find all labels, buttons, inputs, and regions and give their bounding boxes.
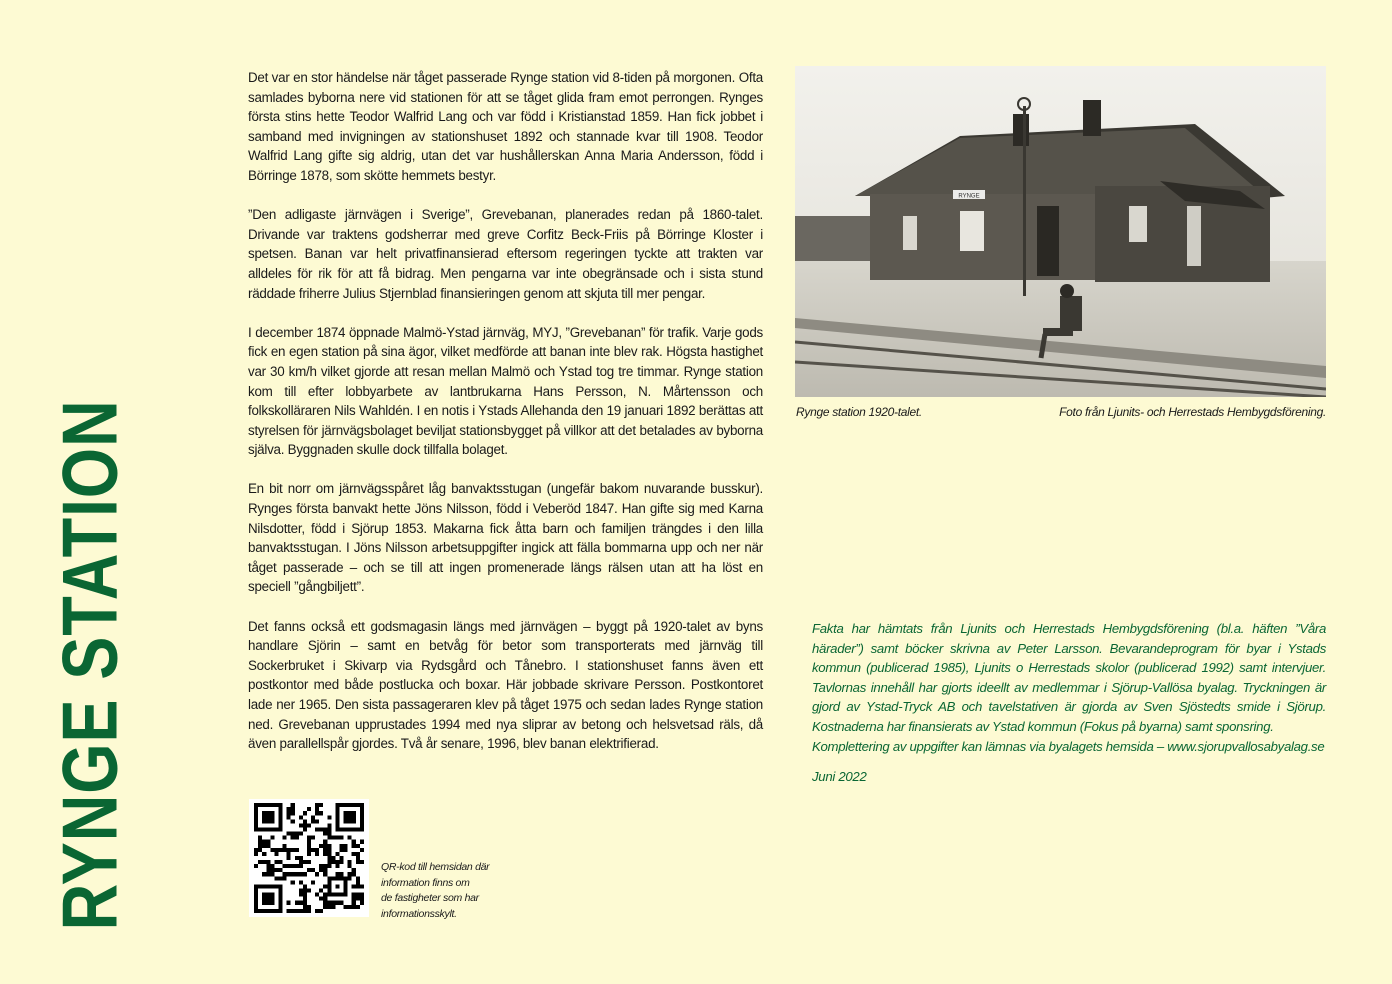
qr-caption-line: QR-kod till hemsidan där <box>381 861 490 873</box>
article-body <box>248 68 763 773</box>
page-title: RYNGE STATION <box>45 399 134 931</box>
station-sign: RYNGE <box>958 193 980 200</box>
qr-caption-line: informationsskylt. <box>381 907 457 920</box>
paragraph: Det fanns också ett godsmagasin längs med järnvägen – byggt på 1920-talet av byns handlare Sjörin – samt en betvåg för betor som transporterats med järnväg till Sockerbruket i Skivarp via Rydsgård och Tånebro. I stationshuset fanns även ett postkontor med både postlucka och boxar. Här jobbade skrivare Persson. Postkontoret lade ner 1965. Den sista passageraren klev på tåget 1975 och sedan lades Rynge station ned. Grevebanan upprustades 1994 med nya sliprar av betong och helsvetsad räls, då även parallellspår gjordes. Två år senare, 1996, blev banan elektrifierad. <box>248 618 763 752</box>
qr-caption-line: de fastigheter som har <box>381 892 479 904</box>
qr-caption <box>381 860 511 922</box>
sources-note <box>812 619 1326 787</box>
publication-date: Juni 2022 <box>812 769 867 785</box>
photo-credit: Foto från Ljunits- och Herrestads Hembygdsförening. <box>1059 405 1326 419</box>
paragraph: ”Den adligaste järnvägen i Sverige”, Grevebanan, planerades redan på 1860-talet. Drivande var traktens godsherrar med greve Corfitz Beck-Friis på Börringe Kloster i spetsen. Banan var helt privatfinansierad eftersom regeringen tyckte att trakten var alldeles för rik för att få bidrag. Men pengarna var inte obegränsade och i sista stund räddade friherre Julius Stjernblad finansieringen genom att skjuta till mer pengar. <box>248 207 763 301</box>
station-photo <box>795 66 1326 397</box>
sources-text: Fakta har hämtats från Ljunits och Herrestads Hembygdsförening (bl.a. häften ”Våra härader”) samt böcker skrivna av Peter Larsson. Bevarandeprogram för byar i Ystads kommun (publicerad 1985), Ljunits o Herrestads skolor (publicerad 1992) samt intervjuer. Tavlornas innehåll har gjorts ideellt av medlemmar i Sjörup-Vallösa byalag. Tryckningen är gjord av Ystad-Tryck AB och tavelstativen är gjorda av Sven Sjöstedts smide i Sjörup. Kostnaderna har finansierats av Ystad kommun (Fokus på byarna) samt sponsring. <box>812 621 1326 734</box>
qr-caption-line: information finns om <box>381 876 470 889</box>
photo-caption: Rynge station 1920-talet. <box>796 405 922 419</box>
qr-code-icon <box>249 799 369 917</box>
paragraph: I december 1874 öppnade Malmö-Ystad järnväg, MYJ, ”Grevebanan” för trafik. Varje gods fick en egen station på sina ägor, vilket medförde att banan inte blev rak. Högsta hastighet var 30 km/h vilket gjorde att resan mellan Malmö och Ystad tog tre timmar. Rynge station kom till efter lobbyarbete av lantbrukarna Hans Persson, N. Mårtensson och folkskolläraren Nils Wahldén. I en notis i Ystads Allehanda den 19 januari 1892 berättas att styrelsen för järnvägsbolaget beviljat stationsbygget på villkor att det betalades av byborna själva. Byggnaden skulle dock tillfalla bolaget. <box>248 324 763 458</box>
qr-code[interactable] <box>249 799 369 917</box>
paragraph: Det var en stor händelse när tåget passerade Rynge station vid 8-tiden på morgonen. Ofta samlades byborna nere vid stationen för att se tåget glida fram emot perrongen. Rynges första stins hette Teodor Walfrid Lang och var född i Kristianstad 1859. Han fick jobbet i samband med invigningen av stationshuset 1892 och stannade kvar till 1908. Teodor Walfrid Lang gifte sig aldrig, utan det var hushållerskan Anna Maria Andersson, född i Börringe 1878, som skötte hemmets bestyr. <box>248 70 763 183</box>
page-title-vertical <box>40 399 140 931</box>
contact-text: Komplettering av uppgifter kan lämnas via byalagets hemsida – www.sjorupvallosabyalag.se <box>812 738 1325 754</box>
station-photo-drawing <box>795 66 1326 397</box>
paragraph: En bit norr om järnvägsspåret låg banvaktsstugan (ungefär bakom nuvarande busskur). Rynges första banvakt hette Jöns Nilsson, född i Veberöd 1847. Han gifte sig med Karna Nilsdotter, född i Sjörup 1853. Makarna fick åtta barn och familjen trängdes i den lilla banvaktsstugan. I Jöns Nilsson arbetsuppgifter ingick att fälla bommarna upp och ner när tåget passerade – och se till att ingen promenerade längs rälsen utan att ha löst en speciell ”gångbiljett”. <box>248 481 763 595</box>
